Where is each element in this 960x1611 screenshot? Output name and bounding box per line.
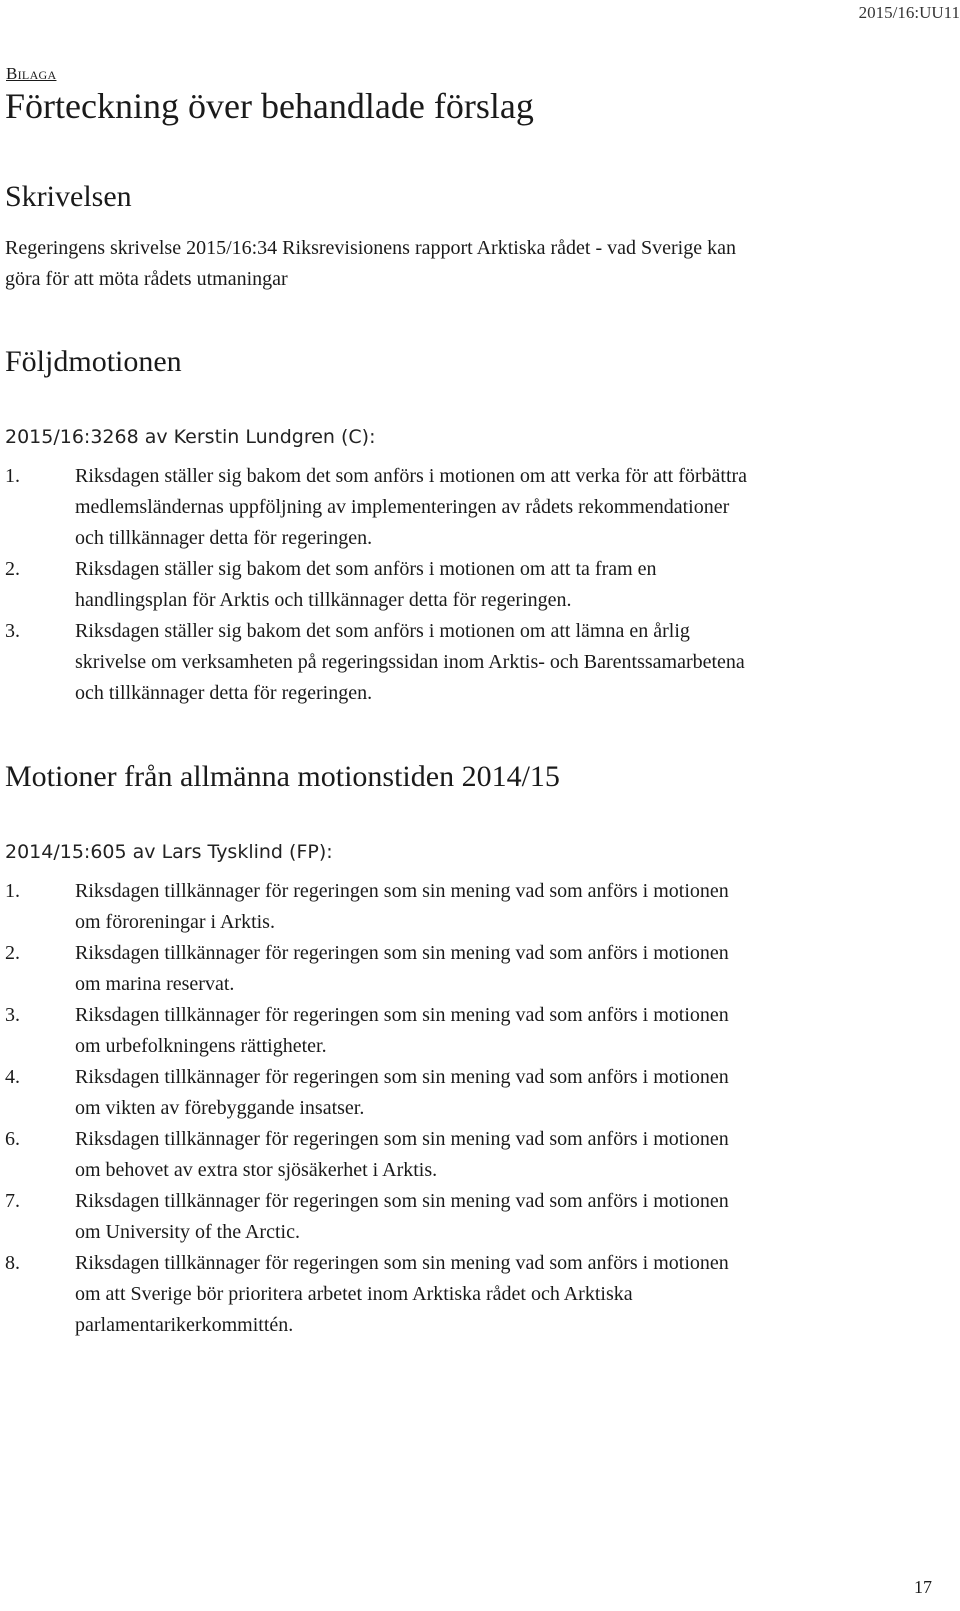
item-number: 7. <box>5 1190 20 1212</box>
list-item <box>5 876 755 938</box>
item-number: 3. <box>5 1004 20 1026</box>
list-item <box>5 1248 755 1341</box>
item-number: 1. <box>5 465 20 487</box>
item-number: 8. <box>5 1252 20 1274</box>
list-item <box>5 1186 755 1248</box>
item-text: Riksdagen tillkännager för regeringen som sin mening vad som anförs i motionen om University of the Arctic. <box>75 1190 729 1243</box>
skrivelsen-text: Regeringens skrivelse 2015/16:34 Riksrevisionens rapport Arktiska rådet - vad Sverige kan göra för att möta rådets utmaningar <box>5 237 736 290</box>
list-item <box>5 1124 755 1186</box>
item-text: Riksdagen tillkännager för regeringen som sin mening vad som anförs i motionen om att Sverige bör prioritera arbetet inom Arktiska rådet och Arktiska parlamentarikerkommittén. <box>75 1252 729 1336</box>
list-item <box>5 1000 755 1062</box>
section-heading-foljdmotionen: Följdmotionen <box>5 345 182 378</box>
list-item <box>5 461 755 554</box>
item-text: Riksdagen tillkännager för regeringen som sin mening vad som anförs i motionen om föroreningar i Arktis. <box>75 880 729 933</box>
page-number: 17 <box>914 1577 932 1597</box>
item-number: 2. <box>5 942 20 964</box>
list-item <box>5 1062 755 1124</box>
item-text: Riksdagen tillkännager för regeringen som sin mening vad som anförs i motionen om marina reservat. <box>75 942 729 995</box>
item-text: Riksdagen ställer sig bakom det som anförs i motionen om att verka för att förbättra medlemsländernas uppföljning av implementeringen av rådets rekommendationer och tillkännager detta för regeringen. <box>75 465 748 549</box>
item-text: Riksdagen tillkännager för regeringen som sin mening vad som anförs i motionen om vikten av förebyggande insatser. <box>75 1066 729 1119</box>
list-item <box>5 616 755 709</box>
section-heading-skrivelsen: Skrivelsen <box>5 180 132 213</box>
bilaga-label: Bilaga <box>6 64 57 83</box>
item-number: 3. <box>5 620 20 642</box>
motion-reference-605: 2014/15:605 av Lars Tysklind (FP): <box>5 841 333 863</box>
foljdmotion-items-list <box>5 461 755 709</box>
motion-reference-3268: 2015/16:3268 av Kerstin Lundgren (C): <box>5 426 376 448</box>
page-title: Förteckning över behandlade förslag <box>5 86 534 126</box>
item-number: 2. <box>5 558 20 580</box>
item-text: Riksdagen tillkännager för regeringen som sin mening vad som anförs i motionen om behovet av extra stor sjösäkerhet i Arktis. <box>75 1128 729 1181</box>
allmanna-items-list <box>5 876 755 1341</box>
item-text: Riksdagen ställer sig bakom det som anförs i motionen om att ta fram en handlingsplan för Arktis och tillkännager detta för regeringen. <box>75 558 657 611</box>
section-heading-allmanna-motionstiden: Motioner från allmänna motionstiden 2014/15 <box>5 760 560 793</box>
item-text: Riksdagen tillkännager för regeringen som sin mening vad som anförs i motionen om urbefolkningens rättigheter. <box>75 1004 729 1057</box>
document-id: 2015/16:UU11 <box>858 3 960 22</box>
list-item <box>5 938 755 1000</box>
item-text: Riksdagen ställer sig bakom det som anförs i motionen om att lämna en årlig skrivelse om verksamheten på regeringssidan inom Arktis- och Barentssamarbetena och tillkännager detta för regeringen. <box>75 620 745 704</box>
item-number: 4. <box>5 1066 20 1088</box>
item-number: 6. <box>5 1128 20 1150</box>
list-item <box>5 554 755 616</box>
item-number: 1. <box>5 880 20 902</box>
